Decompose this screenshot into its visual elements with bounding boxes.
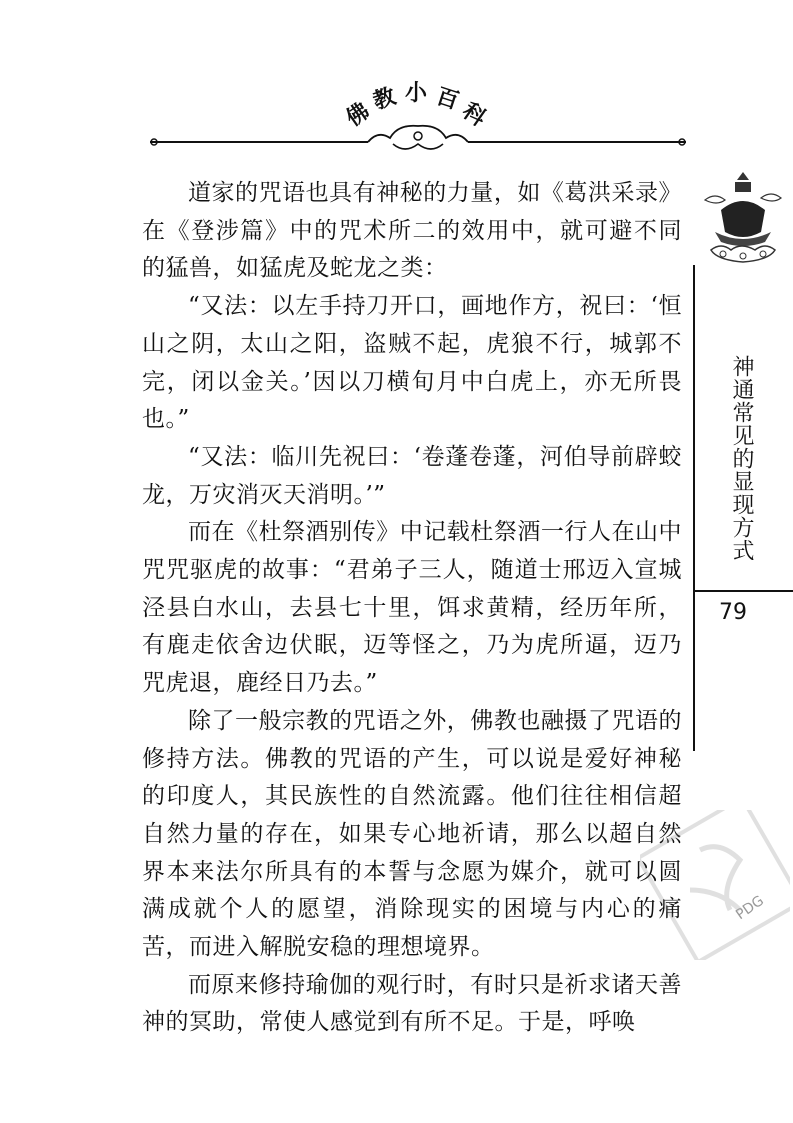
paragraph-2: “又法：以左手持刀开口，画地作方，祝曰：‘恒山之阴，太山之阳，盗贼不起，虎狼不行，城郭不完，闭以金关。’因以刀横旬月中白虎上，亦无所畏也。” bbox=[142, 293, 682, 433]
section-title: 神通常见的显现方式 bbox=[729, 355, 754, 562]
running-header bbox=[148, 70, 688, 160]
side-tab bbox=[693, 150, 793, 650]
header-char-4: 百 bbox=[433, 84, 462, 115]
body-text bbox=[142, 175, 682, 1042]
header-char-1: 佛 bbox=[341, 98, 375, 132]
paragraph-4: 而在《杜祭酒别传》中记载杜祭酒一行人在山中咒咒驱虎的故事：“君弟子三人，随道士邢迈入宣城泾县白水山，去县七十里，饵求黄精，经历年所，有鹿走依舍边伏眠，迈等怪之，乃为虎所逼，迈乃咒虎退，鹿经日乃去。” bbox=[142, 519, 682, 697]
paragraph-5: 除了一般宗教的咒语之外，佛教也融摄了咒语的修持方法。佛教的咒语的产生，可以说是爱好神秘的印度人，其民族性的自然流露。他们往往相信超自然力量的存在，如果专心地祈请，那么以超自然界本来法尔所具有的本誓与念愿为媒介，就可以圆满成就个人的愿望，消除现实的困境与内心的痛苦，而进入解脱安稳的理想境界。 bbox=[142, 707, 682, 961]
watermark-seal-icon bbox=[640, 810, 790, 960]
header-char-3: 小 bbox=[405, 81, 428, 106]
paragraph-3: “又法：临川先祝曰：‘卷蓬卷蓬，河伯导前辟蛟龙，万灾消灭天消明。’” bbox=[142, 443, 682, 508]
header-char-2: 教 bbox=[370, 84, 399, 115]
incense-burner-icon bbox=[701, 170, 785, 270]
side-horizontal-rule bbox=[693, 590, 793, 592]
paragraph-6: 而原来修持瑜伽的观行时，有时只是祈求诸天善神的冥助，常使人感觉到有所不足。于是，呼唤 bbox=[142, 971, 682, 1036]
header-char-5: 科 bbox=[457, 98, 491, 132]
paragraph-1: 道家的咒语也具有神秘的力量，如《葛洪采录》在《登涉篇》中的咒术所二的效用中，就可避不同的猛兽，如猛虎及蛇龙之类： bbox=[142, 180, 682, 282]
watermark-text: PDG bbox=[733, 892, 767, 924]
page-number: 79 bbox=[719, 600, 747, 625]
side-vertical-rule bbox=[693, 265, 695, 751]
header-rule-ornament bbox=[148, 70, 688, 160]
